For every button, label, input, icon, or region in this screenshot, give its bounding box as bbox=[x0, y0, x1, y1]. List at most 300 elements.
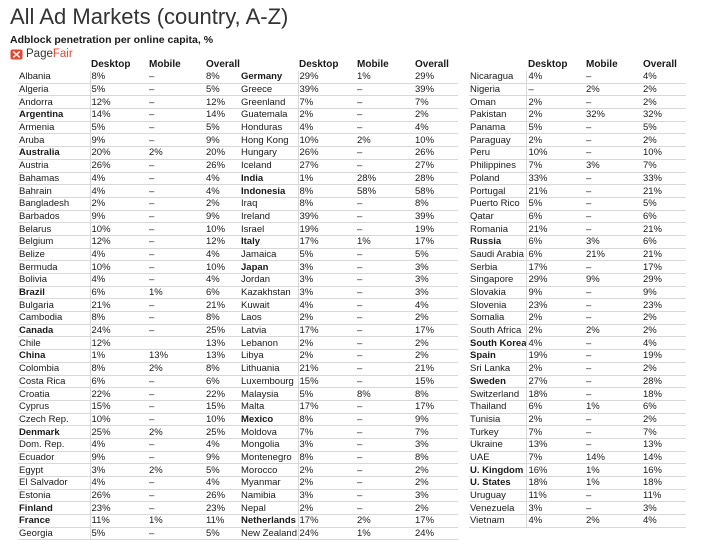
overall-cell: 8% bbox=[414, 451, 458, 464]
table-header-row bbox=[18, 59, 249, 71]
desktop-cell: 2% bbox=[298, 350, 356, 363]
header-country bbox=[469, 59, 527, 71]
table-row bbox=[469, 413, 686, 426]
table-row bbox=[18, 159, 249, 172]
desktop-cell: 7% bbox=[527, 426, 585, 439]
overall-cell: 7% bbox=[642, 159, 686, 172]
country-cell: Hong Kong bbox=[240, 134, 298, 147]
table-row bbox=[240, 71, 458, 83]
country-cell: Thailand bbox=[469, 400, 527, 413]
country-cell: Bahrain bbox=[18, 185, 90, 198]
country-cell: South Korea bbox=[470, 337, 527, 349]
mobile-cell: – bbox=[585, 172, 642, 185]
table-row bbox=[18, 312, 249, 325]
country-cell: Albania bbox=[18, 71, 90, 83]
header-country bbox=[18, 59, 90, 71]
mobile-cell: – bbox=[148, 71, 205, 83]
overall-cell: 29% bbox=[642, 274, 686, 287]
country-cell: Malta bbox=[240, 400, 298, 413]
mobile-cell: 28% bbox=[356, 172, 414, 185]
country-cell: Dom. Rep. bbox=[18, 438, 90, 451]
overall-cell: 9% bbox=[414, 413, 458, 426]
desktop-cell: 3% bbox=[298, 286, 356, 299]
mobile-cell: 2% bbox=[356, 515, 414, 528]
country-cell: Bangladesh bbox=[18, 197, 90, 210]
country-cell: Honduras bbox=[240, 121, 298, 134]
mobile-cell: – bbox=[585, 134, 642, 147]
overall-cell: 3% bbox=[642, 502, 686, 515]
desktop-cell: 4% bbox=[90, 185, 148, 198]
overall-cell: 3% bbox=[414, 438, 458, 451]
desktop-cell: 9% bbox=[90, 134, 148, 147]
desktop-cell: 16% bbox=[527, 464, 585, 477]
desktop-cell: 2% bbox=[527, 109, 585, 122]
table-row bbox=[240, 400, 458, 413]
overall-cell: 19% bbox=[414, 223, 458, 236]
mobile-cell: – bbox=[356, 223, 414, 236]
overall-cell: 20% bbox=[205, 147, 249, 160]
table-row bbox=[240, 286, 458, 299]
desktop-cell: 4% bbox=[90, 274, 148, 287]
overall-cell: 5% bbox=[205, 464, 249, 477]
mobile-cell: – bbox=[148, 451, 205, 464]
overall-cell: 4% bbox=[642, 337, 686, 350]
overall-cell: 2% bbox=[414, 477, 458, 490]
desktop-cell: 17% bbox=[527, 261, 585, 274]
desktop-cell: 5% bbox=[90, 83, 148, 96]
mobile-cell: – bbox=[585, 337, 642, 350]
country-cell: Cyprus bbox=[18, 400, 90, 413]
country-cell: Jamaica bbox=[240, 248, 298, 261]
country-cell: Ecuador bbox=[18, 451, 90, 464]
table-row bbox=[469, 489, 686, 502]
desktop-cell: 6% bbox=[90, 286, 148, 299]
mobile-cell: 1% bbox=[356, 527, 414, 540]
mobile-cell: – bbox=[148, 261, 205, 274]
country-cell: Denmark bbox=[18, 426, 90, 439]
country-cell: Ireland bbox=[240, 210, 298, 223]
overall-cell: 7% bbox=[642, 426, 686, 439]
overall-cell: 5% bbox=[642, 121, 686, 134]
overall-cell: 2% bbox=[642, 134, 686, 147]
table-row bbox=[240, 312, 458, 325]
overall-cell: 14% bbox=[205, 109, 249, 122]
table-body-2 bbox=[240, 71, 458, 540]
desktop-cell: 2% bbox=[298, 312, 356, 325]
overall-cell: 10% bbox=[205, 261, 249, 274]
country-cell: Mongolia bbox=[240, 438, 298, 451]
country-cell: Sweden bbox=[469, 375, 527, 388]
desktop-cell: 4% bbox=[298, 121, 356, 134]
country-cell: Kazakhstan bbox=[240, 286, 298, 299]
desktop-cell: 8% bbox=[298, 413, 356, 426]
desktop-cell: 10% bbox=[527, 147, 585, 160]
overall-cell: 2% bbox=[414, 337, 458, 350]
overall-cell: 29% bbox=[414, 71, 458, 83]
table-row bbox=[240, 261, 458, 274]
overall-cell: 3% bbox=[414, 261, 458, 274]
table-column-3 bbox=[469, 59, 686, 528]
desktop-cell: 5% bbox=[90, 527, 148, 540]
mobile-cell: – bbox=[356, 299, 414, 312]
mobile-cell: 1% bbox=[585, 464, 642, 477]
desktop-cell: 2% bbox=[298, 109, 356, 122]
country-cell: New Zealand bbox=[241, 528, 297, 540]
mobile-cell: – bbox=[148, 527, 205, 540]
country-cell: China bbox=[18, 350, 90, 363]
desktop-cell: 4% bbox=[90, 172, 148, 185]
table-row bbox=[18, 451, 249, 464]
table-row bbox=[18, 375, 249, 388]
country-cell: Bolivia bbox=[18, 274, 90, 287]
mobile-cell: – bbox=[356, 159, 414, 172]
table-row bbox=[18, 109, 249, 122]
desktop-cell: 2% bbox=[527, 324, 585, 337]
table-row bbox=[469, 477, 686, 490]
table-row bbox=[240, 527, 458, 540]
table-row bbox=[240, 147, 458, 160]
country-cell: Puerto Rico bbox=[469, 197, 527, 210]
desktop-cell: 21% bbox=[527, 223, 585, 236]
table-row bbox=[469, 312, 686, 325]
desktop-cell: 12% bbox=[90, 235, 148, 248]
table-row bbox=[18, 324, 249, 337]
mobile-cell bbox=[148, 337, 205, 350]
mobile-cell: – bbox=[585, 96, 642, 109]
table-header-row bbox=[240, 59, 458, 71]
desktop-cell: 2% bbox=[90, 197, 148, 210]
mobile-cell: – bbox=[356, 286, 414, 299]
table-row bbox=[18, 388, 249, 401]
mobile-cell: – bbox=[356, 248, 414, 261]
mobile-cell: – bbox=[356, 413, 414, 426]
table-row bbox=[240, 337, 458, 350]
mobile-cell: – bbox=[148, 438, 205, 451]
country-cell: Hungary bbox=[240, 147, 298, 160]
table-row bbox=[469, 362, 686, 375]
desktop-cell: 11% bbox=[527, 489, 585, 502]
mobile-cell: – bbox=[585, 223, 642, 236]
mobile-cell: – bbox=[148, 159, 205, 172]
overall-cell: 9% bbox=[642, 286, 686, 299]
table-row bbox=[240, 83, 458, 96]
desktop-cell: 10% bbox=[298, 134, 356, 147]
desktop-cell: 18% bbox=[527, 477, 585, 490]
overall-cell: 2% bbox=[642, 96, 686, 109]
overall-cell: 7% bbox=[414, 96, 458, 109]
mobile-cell: – bbox=[148, 197, 205, 210]
country-cell: Slovenia bbox=[469, 299, 527, 312]
mobile-cell: – bbox=[356, 210, 414, 223]
overall-cell: 4% bbox=[642, 71, 686, 83]
overall-cell: 27% bbox=[414, 159, 458, 172]
desktop-cell: 6% bbox=[527, 210, 585, 223]
mobile-cell: – bbox=[356, 197, 414, 210]
overall-cell: 13% bbox=[205, 350, 249, 363]
overall-cell: 2% bbox=[642, 413, 686, 426]
table-row bbox=[469, 223, 686, 236]
header-mobile: Mobile bbox=[357, 59, 389, 70]
desktop-cell: 17% bbox=[298, 400, 356, 413]
desktop-cell: 17% bbox=[298, 515, 356, 528]
overall-cell: 18% bbox=[642, 388, 686, 401]
mobile-cell: 58% bbox=[356, 185, 414, 198]
country-cell: France bbox=[18, 515, 90, 528]
table-row bbox=[18, 185, 249, 198]
desktop-cell: 12% bbox=[90, 337, 148, 350]
overall-cell: 9% bbox=[205, 451, 249, 464]
mobile-cell: – bbox=[148, 274, 205, 287]
desktop-cell: 26% bbox=[90, 489, 148, 502]
mobile-cell: 1% bbox=[356, 71, 414, 83]
desktop-cell: 7% bbox=[527, 159, 585, 172]
mobile-cell: – bbox=[356, 324, 414, 337]
mobile-cell: – bbox=[148, 235, 205, 248]
mobile-cell: – bbox=[148, 375, 205, 388]
mobile-cell: – bbox=[356, 502, 414, 515]
table-column-1 bbox=[18, 59, 249, 540]
country-cell: Andorra bbox=[18, 96, 90, 109]
mobile-cell: – bbox=[148, 121, 205, 134]
overall-cell: 12% bbox=[205, 96, 249, 109]
country-cell: Serbia bbox=[469, 261, 527, 274]
country-cell: Spain bbox=[469, 350, 527, 363]
country-cell: Belarus bbox=[18, 223, 90, 236]
mobile-cell: – bbox=[148, 502, 205, 515]
country-cell: U. Kingdom bbox=[469, 464, 527, 477]
country-cell: Argentina bbox=[18, 109, 90, 122]
country-cell: Egypt bbox=[18, 464, 90, 477]
table-row bbox=[18, 400, 249, 413]
desktop-cell: 3% bbox=[90, 464, 148, 477]
country-cell: Qatar bbox=[469, 210, 527, 223]
table-row bbox=[469, 121, 686, 134]
mobile-cell: 2% bbox=[585, 515, 642, 528]
country-cell: Bermuda bbox=[18, 261, 90, 274]
table-row bbox=[240, 274, 458, 287]
overall-cell: 4% bbox=[414, 299, 458, 312]
mobile-cell: – bbox=[148, 413, 205, 426]
overall-cell: 2% bbox=[642, 312, 686, 325]
mobile-cell: 1% bbox=[585, 400, 642, 413]
overall-cell: 4% bbox=[205, 477, 249, 490]
table-row bbox=[18, 362, 249, 375]
country-cell: Greenland bbox=[240, 96, 298, 109]
mobile-cell: – bbox=[585, 489, 642, 502]
table-row bbox=[469, 274, 686, 287]
header-desktop: Desktop bbox=[527, 59, 568, 70]
mobile-cell: – bbox=[585, 197, 642, 210]
desktop-cell: 7% bbox=[298, 426, 356, 439]
overall-cell: 17% bbox=[414, 235, 458, 248]
table-row bbox=[469, 248, 686, 261]
mobile-cell: – bbox=[356, 274, 414, 287]
table-row bbox=[469, 109, 686, 122]
table-row bbox=[18, 147, 249, 160]
desktop-cell: 9% bbox=[90, 210, 148, 223]
overall-cell: 9% bbox=[205, 134, 249, 147]
mobile-cell: – bbox=[585, 375, 642, 388]
desktop-cell: 8% bbox=[298, 185, 356, 198]
table-row bbox=[469, 299, 686, 312]
table-row bbox=[469, 388, 686, 401]
overall-cell: 3% bbox=[414, 286, 458, 299]
table-row bbox=[469, 464, 686, 477]
desktop-cell: 17% bbox=[298, 324, 356, 337]
mobile-cell: – bbox=[585, 350, 642, 363]
desktop-cell: 2% bbox=[527, 362, 585, 375]
country-cell: Finland bbox=[18, 502, 90, 515]
desktop-cell: 5% bbox=[90, 121, 148, 134]
overall-cell: 4% bbox=[414, 121, 458, 134]
table-row bbox=[240, 426, 458, 439]
overall-cell: 26% bbox=[205, 159, 249, 172]
mobile-cell: – bbox=[148, 400, 205, 413]
overall-cell: 25% bbox=[205, 426, 249, 439]
table-row bbox=[469, 96, 686, 109]
overall-cell: 2% bbox=[414, 464, 458, 477]
desktop-cell: 4% bbox=[298, 299, 356, 312]
overall-cell: 58% bbox=[414, 185, 458, 198]
mobile-cell: – bbox=[585, 312, 642, 325]
overall-cell: 10% bbox=[642, 147, 686, 160]
table-row bbox=[18, 235, 249, 248]
desktop-cell: 10% bbox=[90, 223, 148, 236]
overall-cell: 26% bbox=[414, 147, 458, 160]
mobile-cell: – bbox=[356, 489, 414, 502]
country-cell: Germany bbox=[240, 71, 298, 83]
country-cell: Austria bbox=[18, 159, 90, 172]
mobile-cell: – bbox=[356, 362, 414, 375]
country-cell: Luxembourg bbox=[240, 375, 298, 388]
overall-cell: 4% bbox=[205, 248, 249, 261]
mobile-cell: – bbox=[356, 147, 414, 160]
mobile-cell: 2% bbox=[148, 426, 205, 439]
overall-cell: 26% bbox=[205, 489, 249, 502]
table-3 bbox=[469, 59, 686, 528]
table-row bbox=[18, 83, 249, 96]
overall-cell: 8% bbox=[205, 312, 249, 325]
country-cell: Vietnam bbox=[469, 515, 527, 528]
desktop-cell: 25% bbox=[90, 426, 148, 439]
table-row bbox=[469, 400, 686, 413]
country-cell: Armenia bbox=[18, 121, 90, 134]
desktop-cell: 6% bbox=[527, 400, 585, 413]
table-row bbox=[469, 261, 686, 274]
desktop-cell: 9% bbox=[90, 451, 148, 464]
overall-cell: 6% bbox=[205, 286, 249, 299]
table-row bbox=[240, 223, 458, 236]
country-cell: Turkey bbox=[469, 426, 527, 439]
desktop-cell: 4% bbox=[90, 477, 148, 490]
table-row bbox=[18, 527, 249, 540]
country-cell: Colombia bbox=[18, 362, 90, 375]
table-1 bbox=[18, 59, 249, 540]
desktop-cell: 27% bbox=[527, 375, 585, 388]
country-cell: Peru bbox=[469, 147, 527, 160]
table-row bbox=[469, 147, 686, 160]
mobile-cell: – bbox=[148, 172, 205, 185]
country-cell: Montenegro bbox=[240, 451, 298, 464]
desktop-cell: 6% bbox=[90, 375, 148, 388]
mobile-cell: – bbox=[356, 464, 414, 477]
table-row bbox=[18, 515, 249, 528]
desktop-cell: 3% bbox=[298, 489, 356, 502]
country-cell: Namibia bbox=[240, 489, 298, 502]
mobile-cell: – bbox=[585, 286, 642, 299]
pagefair-logo-text-page: Page bbox=[26, 48, 53, 60]
overall-cell: 39% bbox=[414, 83, 458, 96]
overall-cell: 11% bbox=[642, 489, 686, 502]
desktop-cell: 3% bbox=[298, 261, 356, 274]
mobile-cell: 9% bbox=[585, 274, 642, 287]
desktop-cell: 29% bbox=[527, 274, 585, 287]
country-cell: Pakistan bbox=[469, 109, 527, 122]
mobile-cell: – bbox=[148, 324, 205, 337]
desktop-cell: 17% bbox=[298, 235, 356, 248]
country-cell: Iraq bbox=[240, 197, 298, 210]
country-cell: Somalia bbox=[469, 312, 527, 325]
desktop-cell: 1% bbox=[298, 172, 356, 185]
desktop-cell: 12% bbox=[90, 96, 148, 109]
country-cell: Latvia bbox=[240, 324, 298, 337]
overall-cell: 9% bbox=[205, 210, 249, 223]
table-row bbox=[469, 515, 686, 528]
country-cell: Georgia bbox=[18, 527, 90, 540]
table-row bbox=[240, 451, 458, 464]
table-row bbox=[18, 121, 249, 134]
mobile-cell: 2% bbox=[148, 147, 205, 160]
table-row bbox=[18, 477, 249, 490]
mobile-cell: – bbox=[148, 210, 205, 223]
table-subtitle: Adblock penetration per online capita, % bbox=[10, 34, 214, 46]
country-cell: Mexico bbox=[240, 413, 298, 426]
mobile-cell: – bbox=[356, 350, 414, 363]
table-row bbox=[240, 375, 458, 388]
desktop-cell: 33% bbox=[527, 172, 585, 185]
overall-cell: 32% bbox=[642, 109, 686, 122]
overall-cell: 2% bbox=[414, 109, 458, 122]
desktop-cell: 7% bbox=[298, 96, 356, 109]
country-cell: Ukraine bbox=[469, 438, 527, 451]
mobile-cell: – bbox=[148, 477, 205, 490]
header-mobile: Mobile bbox=[149, 59, 181, 70]
country-cell: Iceland bbox=[240, 159, 298, 172]
desktop-cell: 5% bbox=[527, 121, 585, 134]
overall-cell: 2% bbox=[642, 324, 686, 337]
desktop-cell: 8% bbox=[90, 71, 148, 83]
overall-cell: 5% bbox=[414, 248, 458, 261]
country-cell: Singapore bbox=[469, 274, 527, 287]
overall-cell: 10% bbox=[414, 134, 458, 147]
desktop-cell: 3% bbox=[298, 438, 356, 451]
table-row bbox=[18, 172, 249, 185]
mobile-cell: 3% bbox=[585, 159, 642, 172]
country-cell: Chile bbox=[18, 337, 90, 350]
overall-cell: 2% bbox=[414, 350, 458, 363]
country-cell: Netherlands bbox=[240, 515, 298, 528]
overall-cell: 17% bbox=[414, 400, 458, 413]
header-overall: Overall bbox=[206, 59, 240, 70]
overall-cell: 39% bbox=[414, 210, 458, 223]
pagefair-logo-icon bbox=[10, 49, 23, 60]
desktop-cell: 21% bbox=[90, 299, 148, 312]
overall-cell: 4% bbox=[205, 185, 249, 198]
desktop-cell: 2% bbox=[298, 337, 356, 350]
overall-cell: 4% bbox=[205, 274, 249, 287]
desktop-cell: 24% bbox=[90, 324, 148, 337]
overall-cell: 10% bbox=[205, 413, 249, 426]
